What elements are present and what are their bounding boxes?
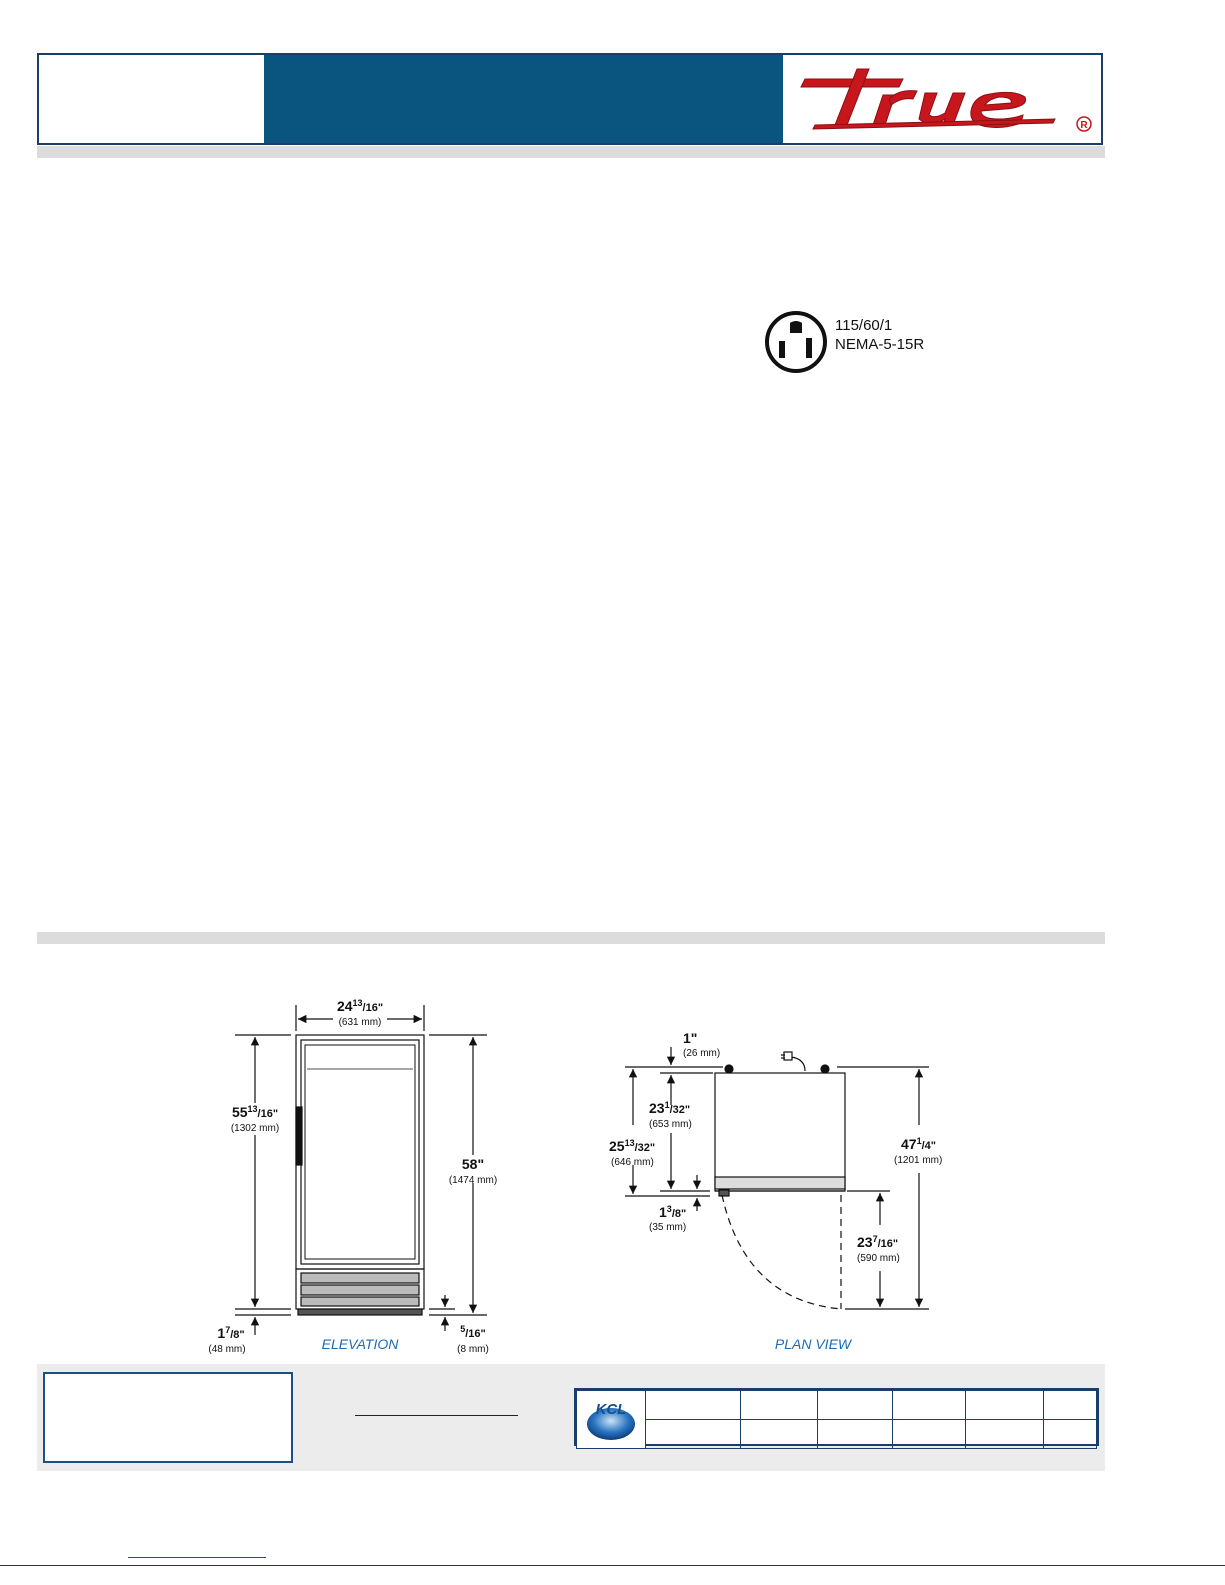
kcl-logo-cell: [577, 1391, 646, 1449]
kcl-cell: [966, 1420, 1044, 1449]
kcl-cell: [818, 1420, 893, 1449]
kcl-logo-text: KCL: [595, 1401, 627, 1418]
top-divider-bar: [37, 146, 1105, 158]
handle-dimension: $1^3_{/8"}$: [659, 1204, 687, 1220]
body-height-mm: (1302 mm): [230, 1123, 280, 1134]
electrical-spec: [764, 310, 964, 374]
kcl-cell: [966, 1391, 1044, 1420]
voltage-label: 115/60/1: [835, 317, 893, 334]
leg-dimension: $^5_{/16"}$: [460, 1324, 486, 1340]
base-dimension: $1^7_{/8"}$: [217, 1325, 245, 1341]
total-height-dimension: 58": [461, 1156, 485, 1172]
overall-depth-mm: (646 mm): [611, 1157, 654, 1168]
header-band: [264, 55, 783, 143]
kcl-logo-icon: [582, 1392, 640, 1442]
kcl-cell: [646, 1391, 741, 1420]
handle-mm: (35 mm): [649, 1222, 687, 1233]
registered-mark-letter: R: [1080, 120, 1088, 131]
open-depth-mm: (1201 mm): [894, 1155, 943, 1166]
top-offset-mm: (26 mm): [683, 1048, 721, 1059]
kcl-cell: [893, 1420, 966, 1449]
middle-divider-bar: [37, 932, 1105, 944]
kcl-cell: [646, 1420, 741, 1449]
nema-5-15r-plug-icon: [764, 310, 828, 374]
width-mm: (631 mm): [338, 1017, 382, 1028]
kcl-cell: [893, 1391, 966, 1420]
top-offset-dimension: 1": [683, 1030, 698, 1046]
door-swing-mm: (590 mm): [857, 1253, 900, 1264]
footer-info-box: [43, 1372, 293, 1463]
kcl-cell: [741, 1420, 818, 1449]
elevation-drawing: [195, 995, 515, 1360]
receptacle-label: NEMA-5-15R: [835, 336, 925, 353]
kcl-certification-table: [574, 1388, 1099, 1446]
footer-link-underline[interactable]: [128, 1557, 266, 1558]
plan-view-drawing: [605, 1025, 955, 1360]
body-height-dimension: $55^{13}_{/16"}$: [231, 1104, 279, 1120]
kcl-cell: [818, 1391, 893, 1420]
open-depth-dimension: $47^1_{/4"}$: [901, 1136, 936, 1152]
total-height-mm: (1474 mm): [448, 1175, 498, 1186]
overall-depth-dimension: $25^{13}_{/32"}$: [609, 1138, 656, 1154]
cabinet-depth-mm: (653 mm): [649, 1119, 692, 1130]
kcl-cell: [741, 1391, 818, 1420]
base-mm: (48 mm): [208, 1344, 246, 1355]
elevation-caption: ELEVATION: [321, 1336, 399, 1352]
logo-box: [785, 55, 1101, 143]
kcl-cell: [1044, 1420, 1097, 1449]
width-dimension: $24^{13}_{/16"}$: [336, 998, 384, 1014]
signature-line: [355, 1415, 518, 1416]
door-swing-dimension: $23^7_{/16"}$: [857, 1234, 899, 1250]
leg-mm: (8 mm): [457, 1344, 489, 1355]
plan-view-caption: PLAN VIEW: [774, 1336, 852, 1352]
true-logo: [785, 55, 1101, 143]
bottom-rule: [0, 1565, 1225, 1566]
kcl-cell: [1044, 1391, 1097, 1420]
cabinet-depth-dimension: $23^1_{/32"}$: [649, 1100, 691, 1116]
